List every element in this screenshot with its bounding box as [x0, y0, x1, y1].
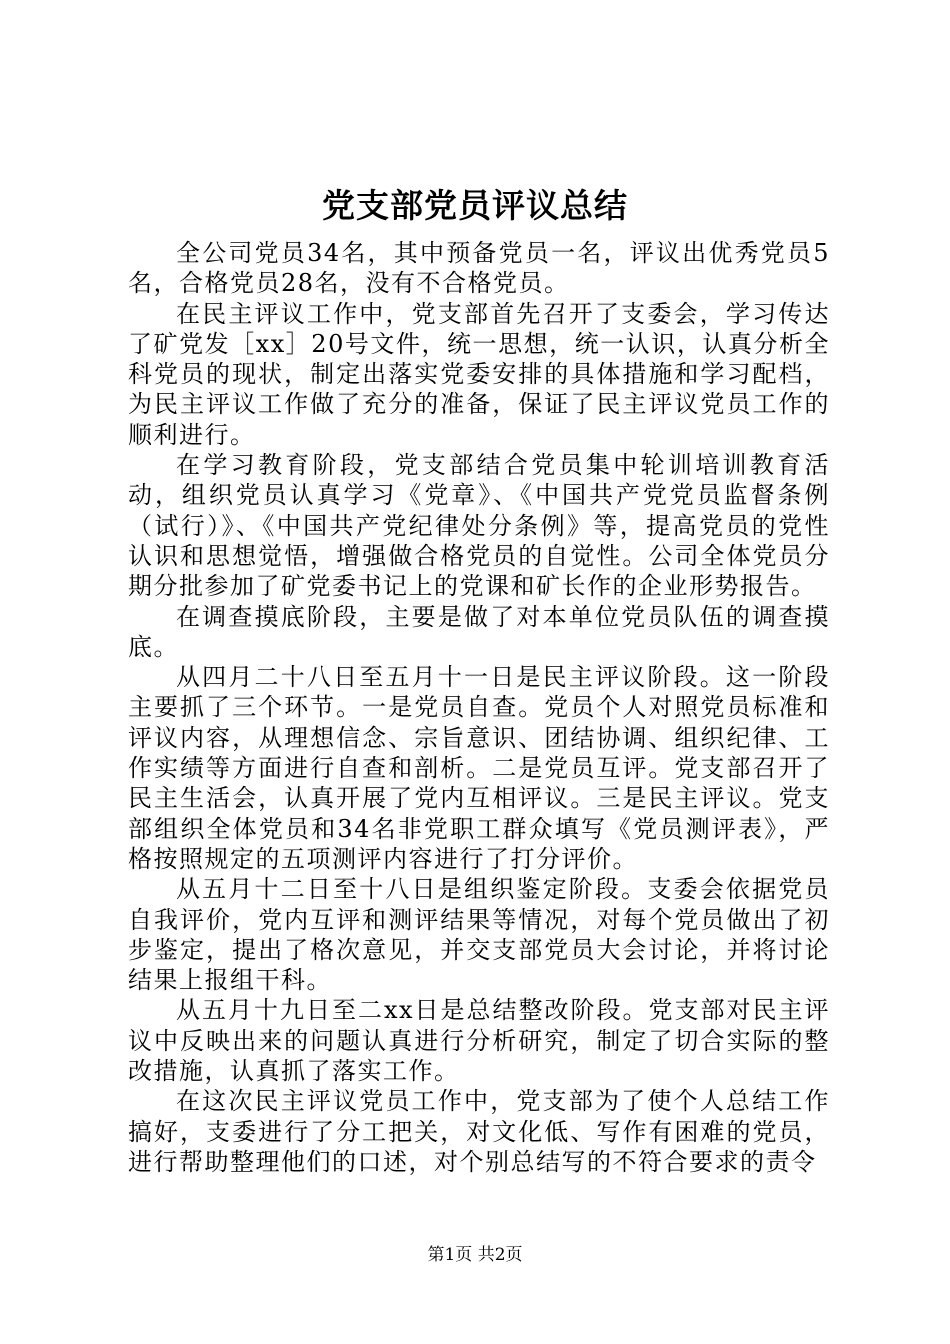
paragraph: 在民主评议工作中，党支部首先召开了支委会，学习传达了矿党发［xx］20号文件，统一思想，统一认识，认真分析全科党员的现状，制定出落实党委安排的具体措施和学习配档，为民主评议工作做了充分的准备，保证了民主评议党员工作的顺利进行。	[128, 299, 830, 449]
paragraph: 全公司党员34名，其中预备党员一名，评议出优秀党员5名，合格党员28名，没有不合格党员。	[128, 239, 830, 298]
document-title: 党支部党员评议总结	[322, 186, 628, 225]
paragraph: 在学习教育阶段，党支部结合党员集中轮训培训教育活动，组织党员认真学习《党章》、《中国共产党党员监督条例（试行）》、《中国共产党纪律处分条例》等，提高党员的党性认识和思想觉悟，增强做合格党员的自觉性。公司全体党员分期分批参加了矿党委书记上的党课和矿长作的企业形势报告。	[128, 451, 830, 601]
page-number-footer: 第1页 共2页	[427, 1245, 523, 1265]
document-body	[128, 238, 830, 1177]
paragraph: 从五月十九日至二xx日是总结整改阶段。党支部对民主评议中反映出来的问题认真进行分析研究，制定了切合实际的整改措施，认真抓了落实工作。	[128, 996, 830, 1086]
paragraph: 在调查摸底阶段，主要是做了对本单位党员队伍的调查摸底。	[128, 602, 830, 661]
paragraph: 从四月二十八日至五月十一日是民主评议阶段。这一阶段主要抓了三个环节。一是党员自查。党员个人对照党员标准和评议内容，从理想信念、宗旨意识、团结协调、组织纪律、工作实绩等方面进行自查和剖析。二是党员互评。党支部召开了民主生活会，认真开展了党内互相评议。三是民主评议。党支部组织全体党员和34名非党职工群众填写《党员测评表》，严格按照规定的五项测评内容进行了打分评价。	[128, 663, 830, 873]
paragraph: 在这次民主评议党员工作中，党支部为了使个人总结工作搞好，支委进行了分工把关，对文化低、写作有困难的党员，进行帮助整理他们的口述，对个别总结写的不符合要求的责令	[128, 1087, 830, 1176]
paragraph: 从五月十二日至十八日是组织鉴定阶段。支委会依据党员自我评价，党内互评和测评结果等情况，对每个党员做出了初步鉴定，提出了格次意见，并交支部党员大会讨论，并将讨论结果上报组干科。	[128, 875, 830, 995]
